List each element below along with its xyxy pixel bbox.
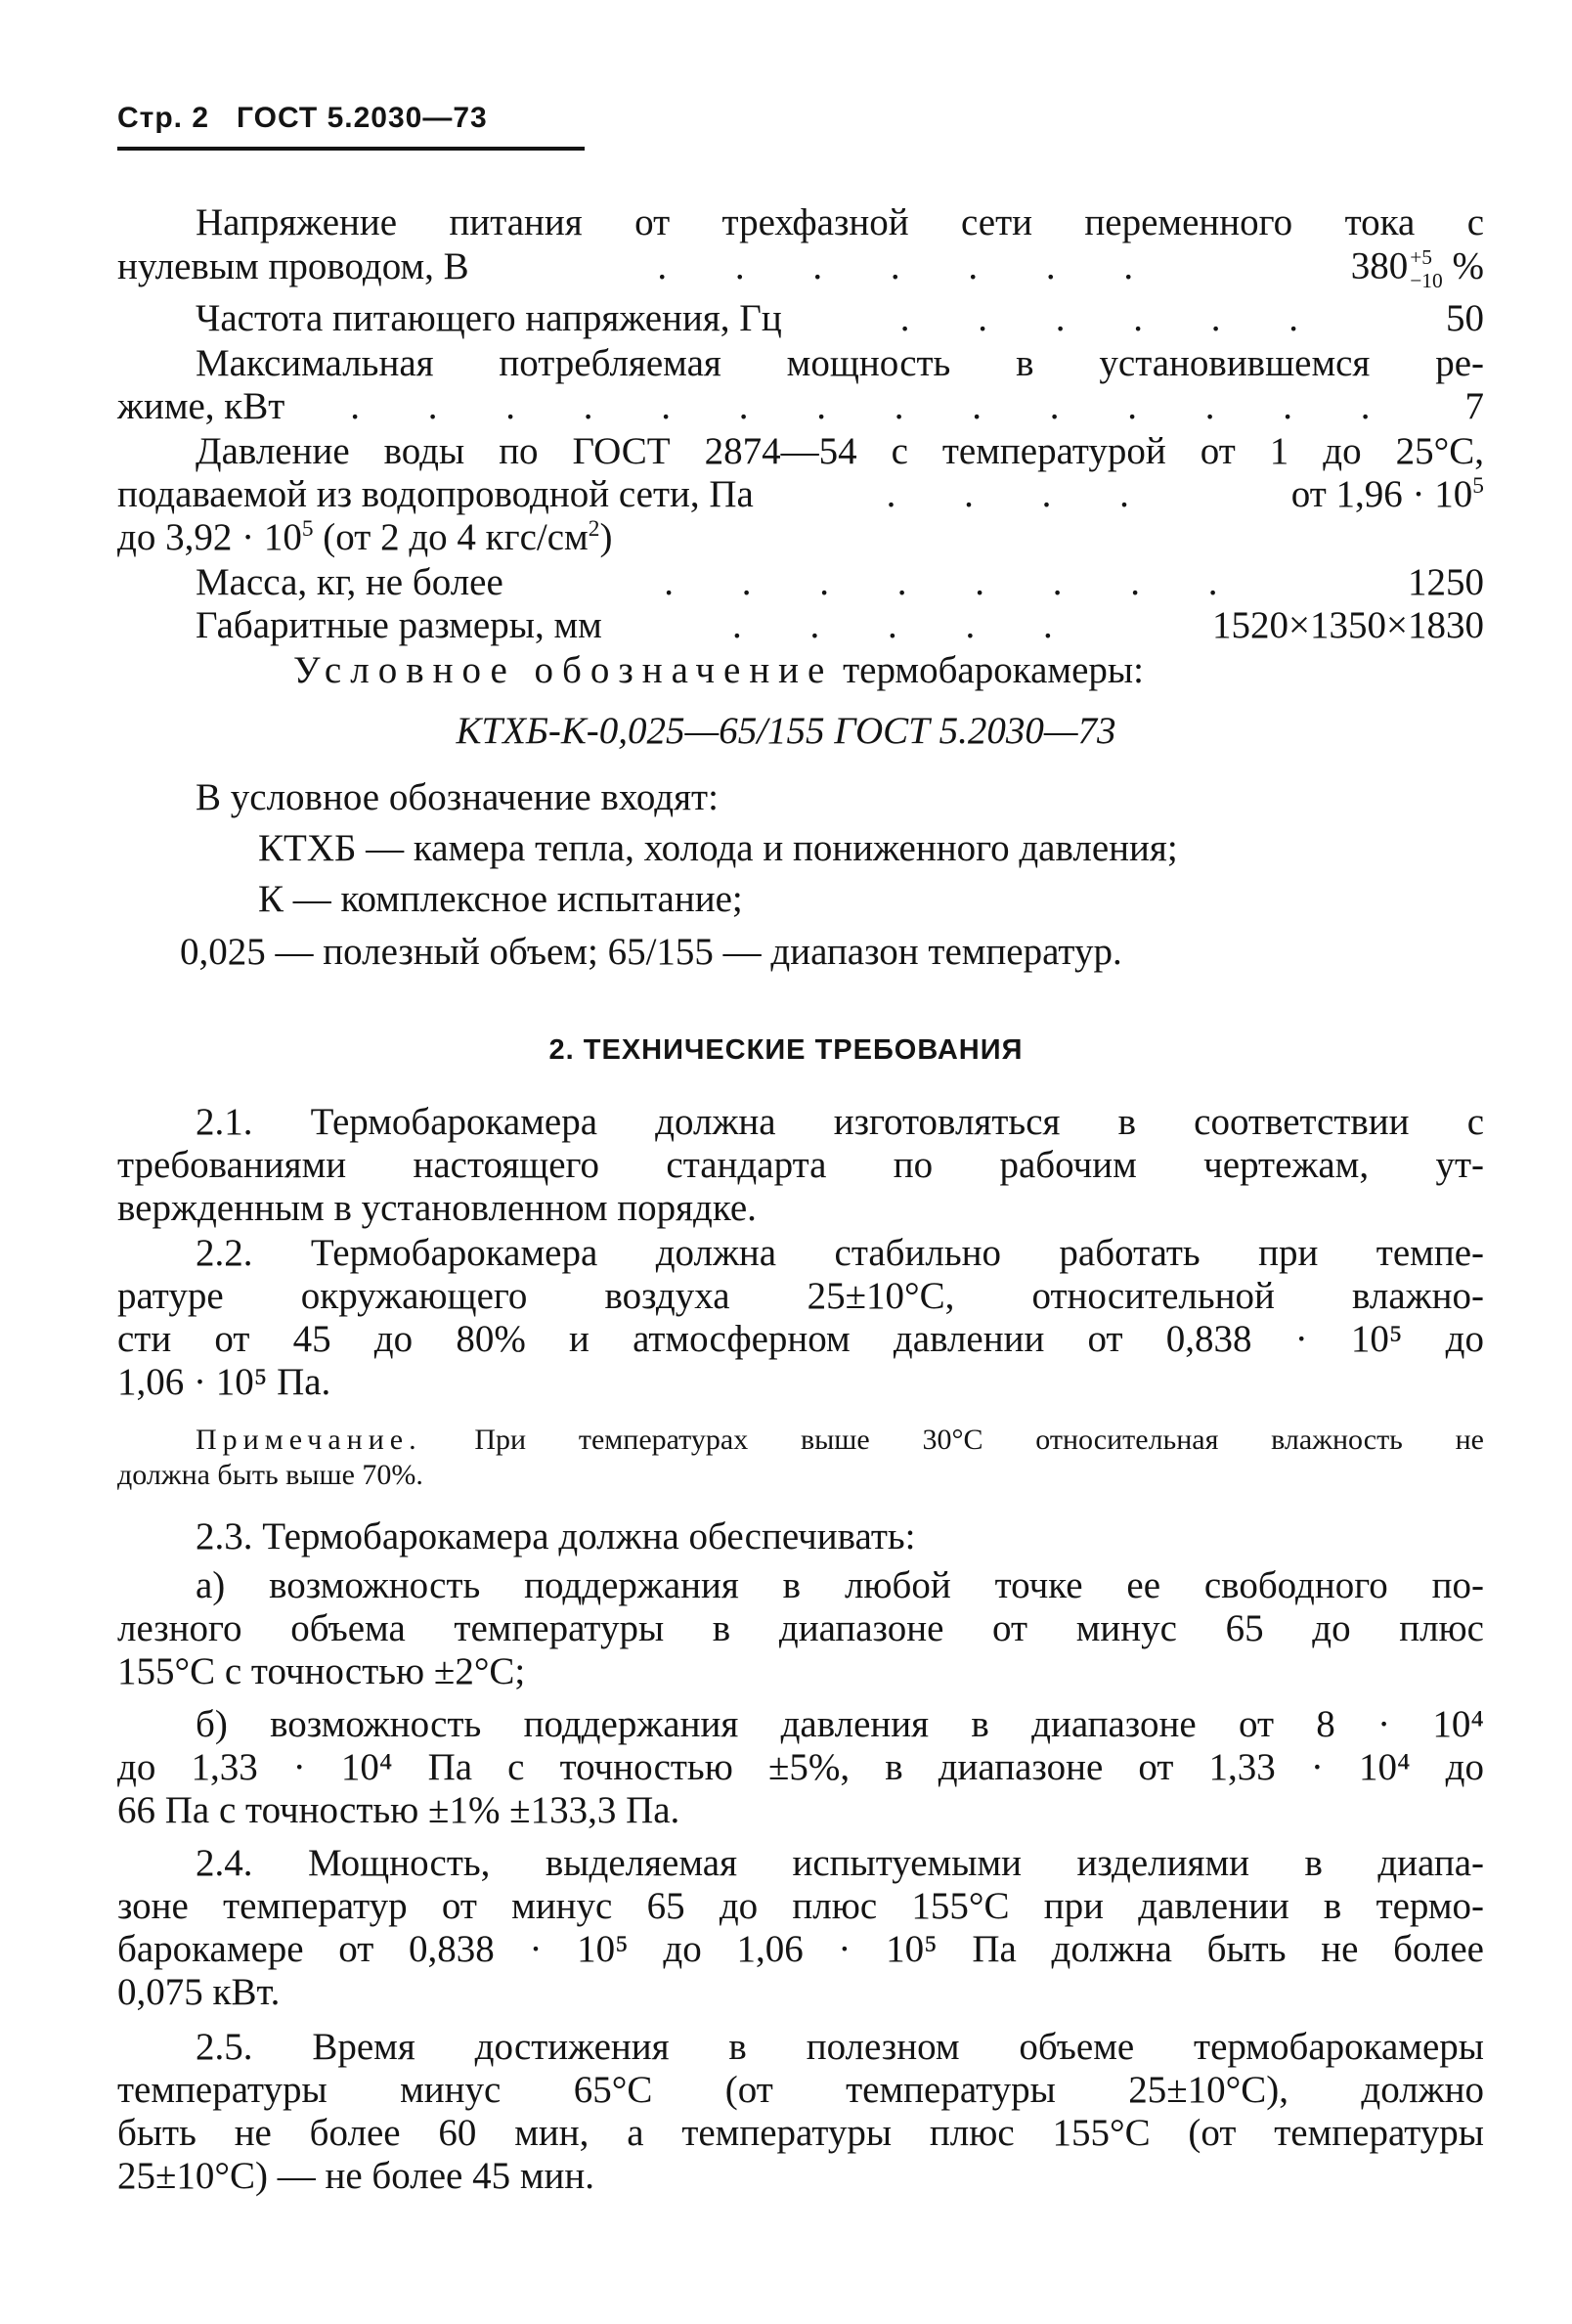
spec-voltage-line1: Напряжение питания от трехфазной сети переменного тока с [196, 201, 1484, 243]
p23a-line2: лезного объема температуры в диапазоне от минус 65 до плюс [117, 1607, 1484, 1649]
p23b-line3: 66 Па с точностью ±1% ±133,3 Па. [117, 1789, 680, 1831]
spec-power-line1: Максимальная потребляемая мощность в установившемся ре- [196, 342, 1484, 384]
section-2-title: 2. ТЕХНИЧЕСКИЕ ТРЕБОВАНИЯ [548, 1034, 1024, 1066]
spec-voltage-line2 [117, 246, 1484, 292]
spec-power-label: жиме, кВт [117, 385, 285, 427]
p23a-line1: а) возможность поддержания в любой точке ее свободного по- [196, 1564, 1484, 1606]
spec-water-line2 [117, 475, 1484, 513]
p23a-line3: 155°С с точностью ±2°С; [117, 1650, 526, 1692]
spec-voltage-label: нулевым проводом, В [117, 244, 469, 287]
p24-line2: зоне температур от минус 65 до плюс 155°С при давлении в термо- [117, 1885, 1484, 1927]
leader-dots: . . . . [886, 475, 1158, 513]
spec-water-line3: до $3,92 \cdot 10^5$ (от 2 до 4 кгс/$см^2$) [117, 516, 613, 558]
p25-line2: температуры минус 65°С (от температуры 25±10°С), должно [117, 2069, 1484, 2111]
spec-water-label: подаваемой из водопроводной сети, Па [117, 473, 754, 515]
p25-line1: 2.5. Время достижения в полезном объеме термобарокамеры [196, 2026, 1484, 2068]
p22-line4: 1,06 · 10⁵ Па. [117, 1361, 331, 1403]
p23b-line2: до 1,33 · 10⁴ Па с точностью ±5%, в диапазоне от 1,33 · 10⁴ до [117, 1746, 1484, 1788]
designation-item-3: 0,025 — полезный объем; 65/155 — диапазон температур. [180, 931, 1122, 973]
spec-water-value: от $1,96 \cdot 10^5$ [1290, 473, 1484, 515]
spec-power-line2 [117, 387, 1484, 425]
p22-line2: ратуре окружающего воздуха 25±10°С, относительной влажно- [117, 1275, 1484, 1317]
leader-dots: . . . . . . . . . . . . . . [350, 387, 1400, 425]
p22-line3: сти от 45 до 80% и атмосферном давлении от 0,838 · 10⁵ до [117, 1318, 1484, 1360]
spec-dimensions [196, 606, 1484, 644]
spec-mass-label: Масса, кг, не более [196, 561, 503, 603]
page-header-text: Стр. 2 ГОСТ 5.2030—73 [117, 102, 488, 134]
spec-frequency-label: Частота питающего напряжения, Гц [196, 297, 782, 339]
designation-item-1: КТХБ — камера тепла, холода и пониженного давления; [258, 827, 1178, 869]
leader-dots: . . . . . . . . [664, 563, 1247, 601]
spec-dimensions-label: Габаритные размеры, мм [196, 604, 602, 646]
designation-code: КТХБ-К-0,025—65/155 ГОСТ 5.2030—73 [456, 710, 1116, 752]
p24-line4: 0,075 кВт. [117, 1971, 281, 2013]
spec-mass [196, 563, 1484, 601]
page-header [117, 102, 488, 135]
p24-line1: 2.4. Мощность, выделяемая испытуемыми изделиями в диапа- [196, 1842, 1484, 1884]
p21-line3: вержденным в установленном порядке. [117, 1187, 757, 1229]
p25-line4: 25±10°С) — не более 45 мин. [117, 2155, 595, 2197]
p24-line3: барокамере от 0,838 · 10⁵ до 1,06 · 10⁵ Па должна быть не более [117, 1928, 1484, 1970]
designation-item-2: К — комплексное испытание; [258, 878, 743, 920]
spec-dimensions-value: 1520×1350×1830 [1212, 604, 1484, 646]
designation-intro: Условное обозначение термобарокамеры: [293, 649, 1144, 691]
note-line2: должна быть выше 70%. [117, 1459, 423, 1491]
leader-dots: . . . . . [732, 606, 1082, 644]
spec-mass-value: 1250 [1408, 561, 1484, 603]
p25-line3: быть не более 60 мин, а температуры плюс 155°С (от температуры [117, 2112, 1484, 2154]
spec-voltage-value: 380 +5 −10 % [1350, 244, 1484, 292]
spec-frequency [196, 299, 1484, 337]
header-rule [117, 147, 585, 151]
spec-water-line1: Давление воды по ГОСТ 2874—54 с температурой от 1 до 25°С, [196, 430, 1484, 472]
leader-dots: . . . . . . [899, 299, 1328, 337]
note-line1: Примечание. При температурах выше 30°С относительная влажность не [196, 1424, 1484, 1456]
p22-line1: 2.2. Термобарокамера должна стабильно работать при темпе- [196, 1232, 1484, 1274]
spec-frequency-value: 50 [1446, 297, 1484, 339]
p21-line2: требованиями настоящего стандарта по рабочим чертежам, ут- [117, 1144, 1484, 1186]
p23-title: 2.3. Термобарокамера должна обеспечивать: [196, 1515, 916, 1557]
p21-line1: 2.1. Термобарокамера должна изготовляться в соответствии с [196, 1101, 1484, 1143]
leader-dots: . . . . . . . [657, 246, 1163, 285]
spec-power-value: 7 [1464, 385, 1484, 427]
p23b-line1: б) возможность поддержания давления в диапазоне от 8 · 10⁴ [196, 1703, 1484, 1745]
designation-includes: В условное обозначение входят: [196, 776, 719, 818]
